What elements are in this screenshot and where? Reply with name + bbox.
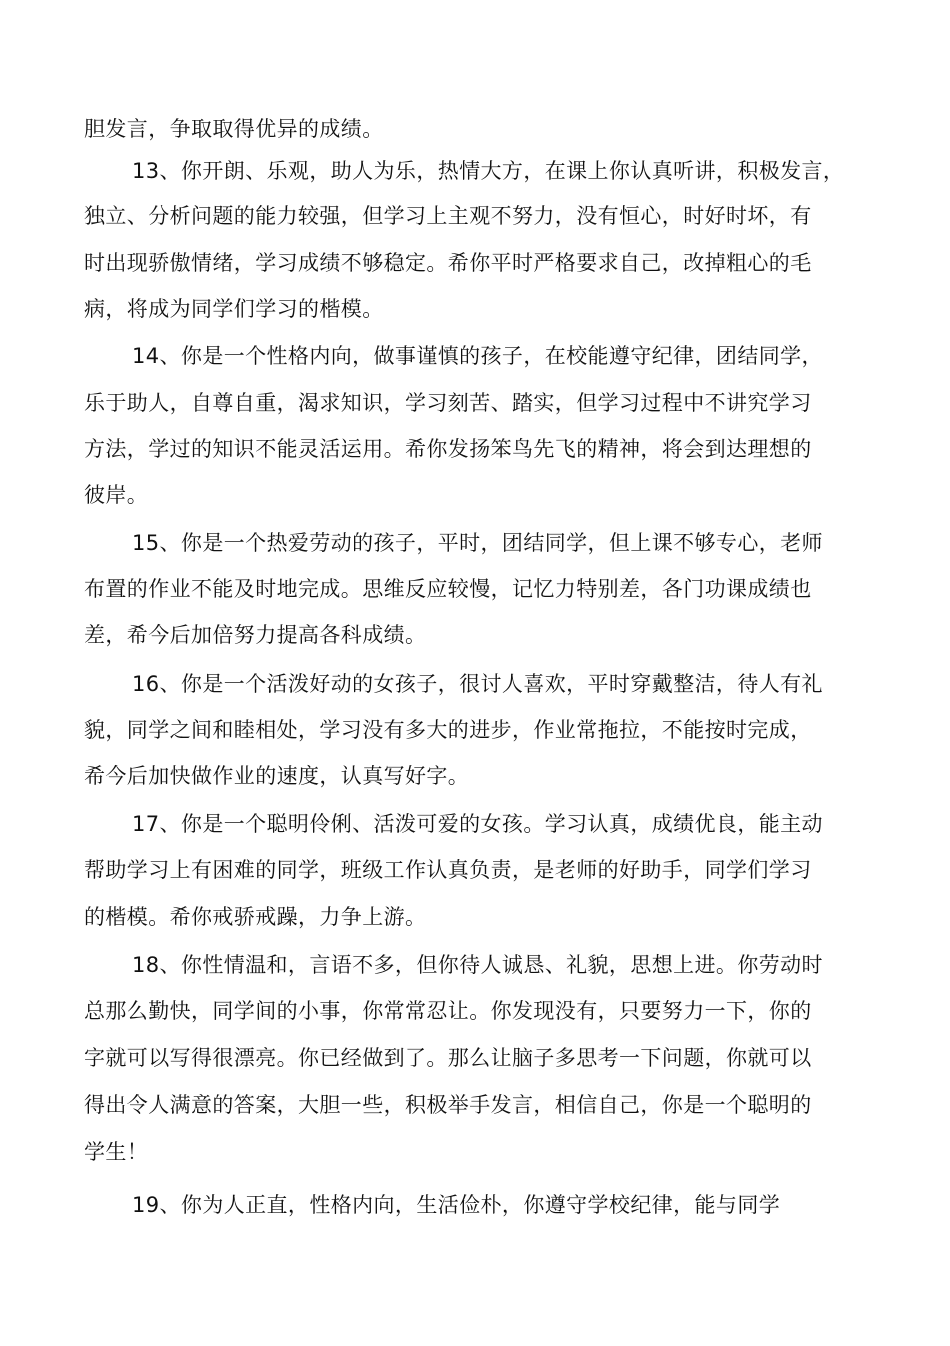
text-line: 学生！ <box>84 1140 149 1164</box>
paragraph-15-start: 15、你是一个热爱劳动的孩子，平时，团结同学，但上课不够专心，老师 <box>132 531 823 555</box>
text-line: 独立、分析问题的能力较强，但学习上主观不努力，没有恒心，时好时坏，有 <box>84 204 812 228</box>
paragraph-16-start: 16、你是一个活泼好动的女孩子，很讨人喜欢，平时穿戴整洁，待人有礼 <box>132 672 823 696</box>
text-line: 彼岸。 <box>84 483 149 507</box>
text-line: 乐于助人，自尊自重，渴求知识，学习刻苦、踏实，但学习过程中不讲究学习 <box>84 391 812 415</box>
text-line: 时出现骄傲情绪，学习成绩不够稳定。希你平时严格要求自己，改掉粗心的毛 <box>84 251 812 275</box>
text-line: 胆发言，争取取得优异的成绩。 <box>84 117 384 141</box>
paragraph-19-start: 19、你为人正直，性格内向，生活俭朴，你遵守学校纪律，能与同学 <box>132 1193 781 1217</box>
text-line: 差，希今后加倍努力提高各科成绩。 <box>84 623 427 647</box>
text-line: 貌，同学之间和睦相处，学习没有多大的进步，作业常拖拉，不能按时完成， <box>84 718 812 742</box>
paragraph-13-start: 13、你开朗、乐观，助人为乐，热情大方，在课上你认真听讲，积极发言， <box>132 159 845 183</box>
paragraph-18-start: 18、你性情温和，言语不多，但你待人诚恳、礼貌，思想上进。你劳动时 <box>132 953 823 977</box>
text-line: 方法，学过的知识不能灵活运用。希你发扬笨鸟先飞的精神，将会到达理想的 <box>84 437 812 461</box>
text-line: 希今后加快做作业的速度，认真写好字。 <box>84 764 470 788</box>
text-line: 布置的作业不能及时地完成。思维反应较慢，记忆力特别差，各门功课成绩也 <box>84 577 812 601</box>
paragraph-17-start: 17、你是一个聪明伶俐、活泼可爱的女孩。学习认真，成绩优良，能主动 <box>132 812 823 836</box>
text-line: 的楷模。希你戒骄戒躁，力争上游。 <box>84 905 427 929</box>
text-line: 帮助学习上有困难的同学，班级工作认真负责，是老师的好助手，同学们学习 <box>84 858 812 882</box>
text-line: 总那么勤快，同学间的小事，你常常忍让。你发现没有，只要努力一下，你的 <box>84 999 812 1023</box>
text-line: 病，将成为同学们学习的楷模。 <box>84 297 384 321</box>
text-line: 得出令人满意的答案，大胆一些，积极举手发言，相信自己，你是一个聪明的 <box>84 1093 812 1117</box>
paragraph-14-start: 14、你是一个性格内向，做事谨慎的孩子，在校能遵守纪律，团结同学， <box>132 344 823 368</box>
text-line: 字就可以写得很漂亮。你已经做到了。那么让脑子多思考一下问题，你就可以 <box>84 1046 812 1070</box>
